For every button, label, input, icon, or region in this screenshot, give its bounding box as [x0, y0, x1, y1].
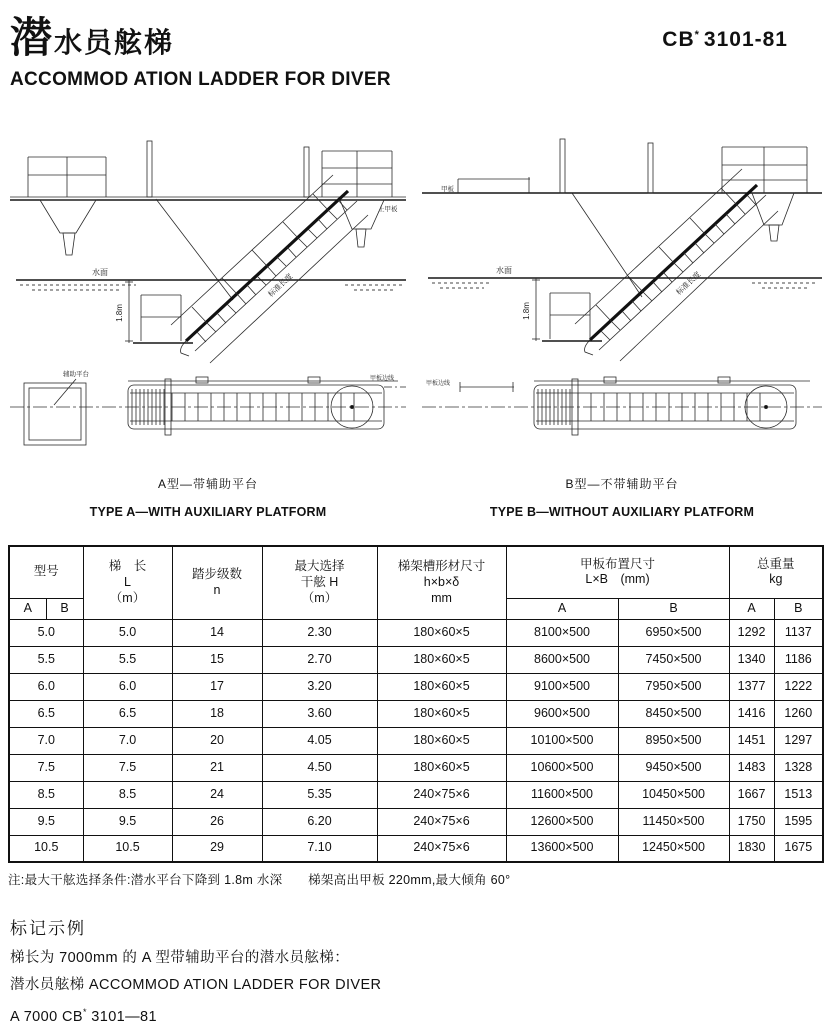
label-depth: 1.8m: [522, 302, 531, 320]
table-cell: 1186: [774, 646, 823, 673]
page-header: [0, 0, 830, 91]
col-weight: 总重量 kg: [729, 546, 823, 598]
table-cell: 6.0: [83, 673, 172, 700]
table-cell: 7.10: [262, 835, 377, 862]
table-cell: 1297: [774, 727, 823, 754]
marking-line-2: 潜水员舷梯 ACCOMMOD ATION LADDER FOR DIVER: [10, 977, 382, 993]
ladder-elevation: [171, 175, 357, 356]
table-cell: 5.0: [83, 619, 172, 646]
table-cell: 6.20: [262, 808, 377, 835]
col-deck-size: 甲板布置尺寸 L×B (mm): [506, 546, 729, 598]
table-cell: 180×60×5: [377, 700, 506, 727]
caption-type-b-en: TYPE B—WITHOUT AUXILIARY PLATFORM: [489, 505, 755, 519]
table-cell: 9600×500: [506, 700, 618, 727]
type-b-drawing: [422, 135, 822, 467]
table-cell: 11450×500: [618, 808, 729, 835]
label-depth: 1.8m: [115, 304, 124, 322]
page-subtitle-en: ACCOMMOD ATION LADDER FOR DIVER: [10, 69, 391, 90]
table-cell: 8.5: [83, 781, 172, 808]
standard-code-star: *: [694, 29, 700, 41]
table-cell: 1328: [774, 754, 823, 781]
table-cell: 1675: [774, 835, 823, 862]
col-length: 梯 长 L （m）: [83, 546, 172, 619]
table-cell: 9100×500: [506, 673, 618, 700]
table-row: [9, 754, 823, 781]
table-cell: 180×60×5: [377, 646, 506, 673]
type-a-drawing: [10, 135, 406, 467]
table-cell: 180×60×5: [377, 673, 506, 700]
col-model-b: B: [46, 598, 83, 619]
table-cell: 7950×500: [618, 673, 729, 700]
marking-line-1: 梯长为 7000mm 的 A 型带辅助平台的潜水员舷梯：: [10, 950, 350, 966]
table-cell: 5.5: [9, 646, 83, 673]
table-cell: 1377: [729, 673, 774, 700]
label-water-surface: 水面: [92, 268, 108, 277]
table-cell: 4.05: [262, 727, 377, 754]
table-cell: 24: [172, 781, 262, 808]
marking-code-prefix: A 7000 CB: [10, 1008, 83, 1022]
spec-table: [8, 545, 824, 863]
table-cell: 8450×500: [618, 700, 729, 727]
table-row: [9, 808, 823, 835]
table-cell: 1222: [774, 673, 823, 700]
table-cell: 12450×500: [618, 835, 729, 862]
col-weight-a: A: [729, 598, 774, 619]
marking-code-suffix: 3101—81: [86, 1008, 157, 1022]
table-row: [9, 700, 823, 727]
table-row: [9, 619, 823, 646]
table-cell: 9.5: [83, 808, 172, 835]
label-deck-edge: 甲板边线: [426, 381, 451, 387]
label-upper-deck: 上甲板: [378, 206, 398, 213]
table-cell: 5.35: [262, 781, 377, 808]
table-cell: 6.5: [83, 700, 172, 727]
table-cell: 9450×500: [618, 754, 729, 781]
table-cell: 18: [172, 700, 262, 727]
caption-type-a-en: TYPE A—WITH AUXILIARY PLATFORM: [89, 505, 327, 519]
standard-code: [662, 28, 788, 52]
label-water-surface: 水面: [496, 266, 512, 275]
table-cell: 240×75×6: [377, 835, 506, 862]
col-channel: 梯架槽形材尺寸 h×b×δ mm: [377, 546, 506, 619]
table-cell: 20: [172, 727, 262, 754]
title-cn-first-char: 潜: [10, 14, 55, 61]
aux-davit-left: [28, 157, 106, 255]
table-cell: 6.5: [9, 700, 83, 727]
diving-platform: [133, 295, 193, 343]
table-cell: 1416: [729, 700, 774, 727]
table-cell: 6.0: [9, 673, 83, 700]
marking-line-3: [10, 999, 830, 1022]
standard-code-number: 3101-81: [703, 28, 788, 51]
col-weight-b: B: [774, 598, 823, 619]
table-cell: 3.20: [262, 673, 377, 700]
table-cell: 180×60×5: [377, 754, 506, 781]
table-cell: 10.5: [83, 835, 172, 862]
figures-section: [10, 135, 830, 519]
table-cell: 7.5: [83, 754, 172, 781]
col-freeboard: 最大选择 干舷 H （m）: [262, 546, 377, 619]
col-deck-a: A: [506, 598, 618, 619]
table-cell: 29: [172, 835, 262, 862]
table-cell: 7.0: [83, 727, 172, 754]
col-deck-b: B: [618, 598, 729, 619]
label-standard-length: 标准长度: [266, 271, 295, 299]
table-cell: 10.5: [9, 835, 83, 862]
table-cell: 11600×500: [506, 781, 618, 808]
table-cell: 12600×500: [506, 808, 618, 835]
table-cell: 9.5: [9, 808, 83, 835]
table-cell: 180×60×5: [377, 619, 506, 646]
table-cell: 1340: [729, 646, 774, 673]
table-cell: 14: [172, 619, 262, 646]
col-model: 型号: [9, 546, 83, 598]
title-cn-rest: 水员舷梯: [54, 27, 175, 58]
table-cell: 13600×500: [506, 835, 618, 862]
gangway-platform-right: [722, 147, 807, 241]
table-cell: 3.60: [262, 700, 377, 727]
table-cell: 240×75×6: [377, 808, 506, 835]
label-deck: 甲板: [441, 186, 454, 193]
table-cell: 1292: [729, 619, 774, 646]
table-cell: 26: [172, 808, 262, 835]
figure-type-b: [422, 135, 822, 519]
table-cell: 6950×500: [618, 619, 729, 646]
table-row: [9, 646, 823, 673]
table-cell: 7.0: [9, 727, 83, 754]
marking-heading: 标记示例: [10, 919, 86, 938]
table-cell: 5.5: [83, 646, 172, 673]
diving-platform: [542, 293, 602, 341]
table-cell: 1137: [774, 619, 823, 646]
table-cell: 1830: [729, 835, 774, 862]
table-cell: 17: [172, 673, 262, 700]
label-standard-length: 标准长度: [674, 269, 703, 297]
table-row: [9, 835, 823, 862]
table-row: [9, 727, 823, 754]
gangway-platform-right: [322, 151, 392, 247]
ladder-elevation: [575, 169, 766, 355]
caption-type-a-cn: A型—带辅助平台: [157, 477, 258, 491]
page-title: [10, 16, 174, 65]
table-cell: 10600×500: [506, 754, 618, 781]
figure-type-a: [10, 135, 406, 519]
table-cell: 7.5: [9, 754, 83, 781]
table-row: [9, 673, 823, 700]
table-cell: 21: [172, 754, 262, 781]
table-note: 注:最大干舷选择条件:潜水平台下降到 1.8m 水深 梯架高出甲板 220mm,最大倾角 60°: [8, 873, 511, 887]
ladder-plan-view: [422, 377, 822, 435]
table-cell: 2.70: [262, 646, 377, 673]
table-cell: 7450×500: [618, 646, 729, 673]
table-cell: 1451: [729, 727, 774, 754]
table-cell: 180×60×5: [377, 727, 506, 754]
table-cell: 8950×500: [618, 727, 729, 754]
table-cell: 8.5: [9, 781, 83, 808]
table-cell: 240×75×6: [377, 781, 506, 808]
table-cell: 1260: [774, 700, 823, 727]
marking-example-section: [10, 914, 830, 1022]
table-cell: 8100×500: [506, 619, 618, 646]
table-cell: 5.0: [9, 619, 83, 646]
table-cell: 10450×500: [618, 781, 729, 808]
table-cell: 1595: [774, 808, 823, 835]
col-model-a: A: [9, 598, 46, 619]
table-cell: 1750: [729, 808, 774, 835]
table-cell: 1667: [729, 781, 774, 808]
table-cell: 1483: [729, 754, 774, 781]
label-aux-platform: 辅助平台: [63, 371, 89, 378]
col-steps: 踏步级数 n: [172, 546, 262, 619]
marking-code-star: *: [82, 1007, 87, 1017]
table-cell: 10100×500: [506, 727, 618, 754]
label-deck-edge: 甲板边线: [370, 376, 395, 382]
table-cell: 15: [172, 646, 262, 673]
ladder-plan-view: [10, 369, 406, 445]
table-cell: 4.50: [262, 754, 377, 781]
deck-railing-left: [458, 177, 530, 193]
table-cell: 1513: [774, 781, 823, 808]
table-row: [9, 781, 823, 808]
caption-type-b-cn: B型—不带辅助平台: [565, 477, 679, 491]
standard-code-prefix: CB: [662, 28, 695, 51]
table-cell: 8600×500: [506, 646, 618, 673]
table-cell: 2.30: [262, 619, 377, 646]
